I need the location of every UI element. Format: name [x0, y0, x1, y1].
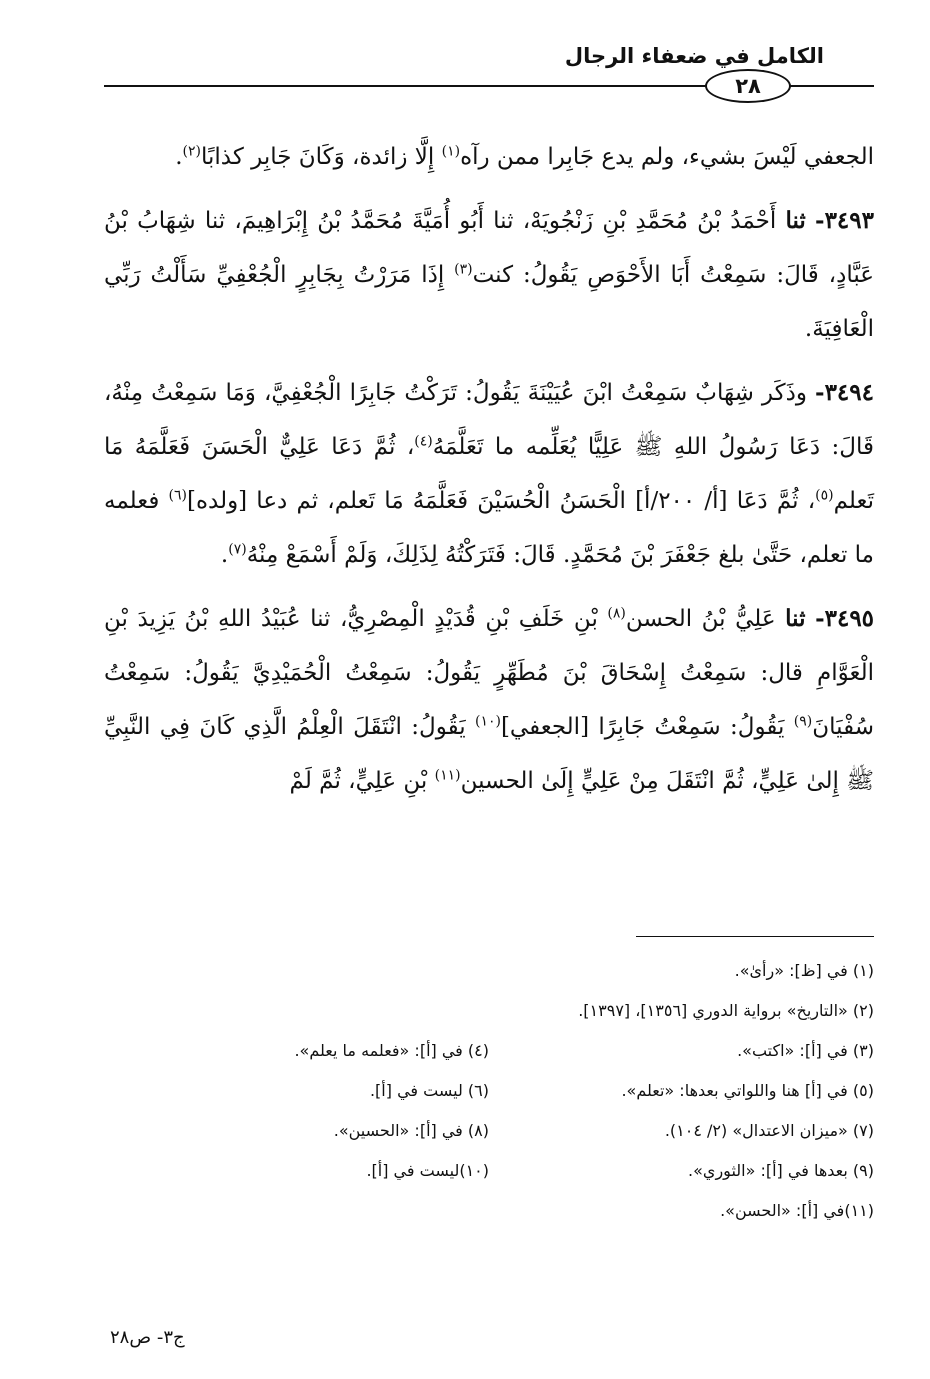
text-run: .	[175, 144, 183, 170]
text-run: ، ثُمَّ دَعَا عَلِيٌّ الْحَسَنَ فَعَلَّمَهُ مَا تَعلم	[104, 434, 875, 514]
narration-marker: ثنا	[785, 605, 806, 632]
paragraph-3494	[104, 366, 874, 582]
text-run: أَحْمَدُ بْنُ مُحَمَّدِ بْنِ زَنْجُويَهْ، ثنا أَبُو أُمَيَّةَ مُحَمَّدُ بْنُ إِبْرَاهِيمَ، ثنا شِهَابُ بْنُ عَبَّادٍ، قَالَ: سَمِعْتُ أَبَا الأَحْوَصِ يَقُولُ: كنت	[104, 208, 874, 288]
footnote-row	[104, 1110, 874, 1150]
footnote-row	[104, 1190, 874, 1230]
footnote-ref: (٣)	[454, 261, 473, 278]
narration-marker: ثنا	[785, 207, 806, 234]
footnote-rule	[636, 936, 874, 937]
footnote-row	[104, 1030, 874, 1070]
footnote-row	[104, 990, 874, 1030]
page-reference: ج٣- ص٢٨	[110, 1327, 185, 1348]
footnote-ref: (٢)	[182, 143, 201, 160]
main-text	[104, 130, 874, 818]
paragraph-3495	[104, 592, 874, 808]
footnote-row	[104, 1150, 874, 1190]
footnote-5: (٥) في [أ] هنا واللواتي بعدها: «تعلم».	[621, 1080, 874, 1100]
text-run: يَقُولُ: سَمِعْتُ جَابِرًا [الجعفي]	[500, 714, 794, 740]
text-run: إِلَّا زائدة، وَكَانَ جَابِر كذابًا	[201, 144, 442, 170]
footnote-row	[104, 950, 874, 990]
footnotes	[104, 950, 874, 1230]
footnote-9: (٩) بعدها في [أ]: «الثوري».	[688, 1160, 874, 1180]
footnote-10: (١٠)ليست في [أ].	[366, 1160, 489, 1180]
paragraph-3493	[104, 194, 874, 356]
text-run: ، ثُمَّ دَعَا [أ/ ٢٠٠/أ] الْحَسَنُ الْحُسَيْنَ فَعَلَّمَهُ مَا تَعلم، ثم دعا [ولده]	[186, 488, 816, 514]
text-run: بْنِ عَلِيٍّ، ثُمَّ لَمْ	[289, 768, 435, 794]
footnote-7: (٧) «ميزان الاعتدال» (٢/ ١٠٤).	[664, 1120, 874, 1140]
text-run: عَلِيُّ بْنُ الحسن	[625, 606, 786, 632]
text-run: فعلمه ما تعلم، حَتَّىٰ بلغ جَعْفَرَ بْنَ مُحَمَّدٍ. قَالَ: فَتَرَكْتُهُ لِذَلِكَ، وَلَمْ أَسْمَعْ مِنْهُ	[104, 488, 874, 568]
text-run: .	[220, 542, 229, 568]
footnote-8: (٨) في [أ]: «الحسين».	[333, 1120, 489, 1140]
footnote-ref: (٥)	[815, 487, 834, 504]
page-number: ٢٨	[735, 73, 761, 98]
footnote-ref: (٧)	[228, 541, 247, 558]
text-run: وذَكَر شِهَابٌ سَمِعْتُ ابْنَ عُيَيْنَةَ يَقُولُ: تَرَكْتُ جَابِرًا الْجُعْفِيَّ، وَمَا سَمِعْتُ مِنْهُ، قَالَ: دَعَا رَسُولُ اللهِ ﷺ عَلِيًّا يُعَلِّمه ما تَعَلَّمَهُ	[104, 380, 874, 460]
footnote-6: (٦) ليست في [أ].	[369, 1080, 489, 1100]
footnote-ref: (١٠)	[474, 713, 501, 730]
hadith-number: ٣٤٩٥-	[815, 605, 875, 632]
hadith-number: ٣٤٩٣-	[815, 207, 874, 234]
footnote-3: (٣) في [أ]: «اكتب».	[737, 1040, 874, 1060]
footnote-11: (١١)في [أ]: «الحسن».	[720, 1200, 874, 1220]
page-number-oval	[705, 69, 791, 103]
footnote-ref: (٤)	[414, 433, 433, 450]
footnote-ref: (٩)	[793, 713, 813, 730]
paragraph-1	[104, 130, 874, 184]
text-run: يَقُولُ: انْتَقَلَ الْعِلْمُ الَّذِي كَانَ فِي النَّبِيِّ ﷺ إِلىٰ عَلِيٍّ، ثُمَّ انْتَقَلَ مِنْ عَلِيٍّ إِلَىٰ الحسين	[104, 714, 874, 794]
footnote-row	[104, 1070, 874, 1110]
footnote-ref: (٨)	[607, 605, 626, 622]
hadith-number: ٣٤٩٤-	[815, 379, 874, 406]
footnote-ref: (١)	[441, 143, 461, 160]
running-title: الكامل في ضعفاء الرجال	[564, 44, 824, 68]
footnote-ref: (٦)	[168, 487, 187, 504]
text-run: بْنِ خَلَفِ بْنِ قُدَيْدٍ الْمِصْرِيُّ، ثنا عُبَيْدُ اللهِ بْنُ يَزِيدَ بْنِ الْعَوَّامِ قال: سَمِعْتُ إِسْحَاقَ بْنَ مُطَهِّرٍ يَقُولُ: سَمِعْتُ الْحُمَيْدِيَّ يَقُولُ: سَمِعْتُ سُفْيَانَ	[104, 606, 874, 740]
text-run: الجعفي لَيْسَ بشيء، ولم يدع جَابِرا ممن رآه	[460, 144, 874, 170]
footnote-4: (٤) في [أ]: «فعلمه ما يعلم».	[294, 1040, 489, 1060]
footnote-ref: (١١)	[434, 767, 461, 784]
footnote-1: (١) في [ظ]: «رأىٰ».	[734, 960, 874, 980]
text-run: إِذَا مَرَرْتُ بِجَابِرٍ الْجُعْفِيِّ سَأَلْتُ رَبِّي الْعَافِيَةَ.	[104, 262, 874, 342]
footnote-2: (٢) «التاريخ» برواية الدوري [١٣٥٦]، [١٣٩٧].	[578, 1000, 874, 1020]
